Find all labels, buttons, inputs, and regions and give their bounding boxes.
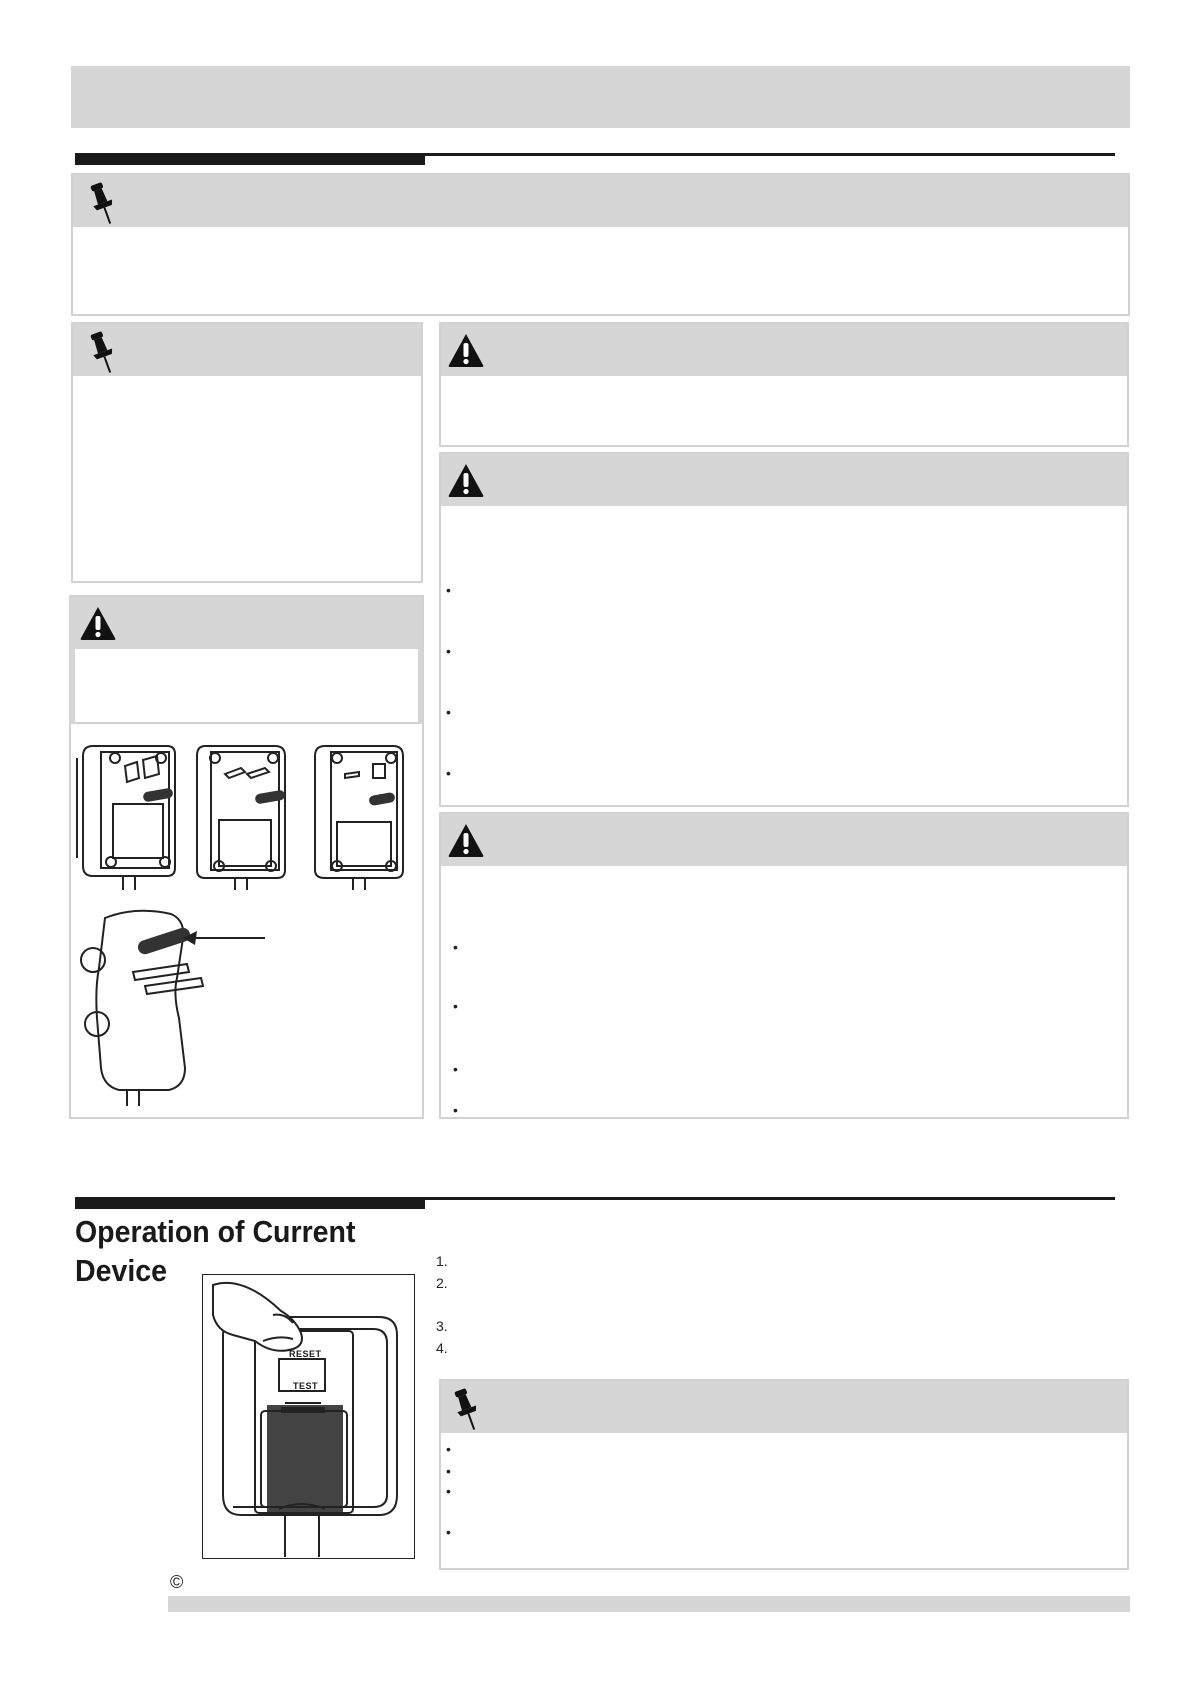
plug-illustration-2 — [197, 746, 285, 890]
warning-box-left-header — [71, 597, 422, 649]
section-rule-bottom — [75, 1197, 425, 1209]
section-rule-top — [75, 153, 425, 165]
bullet: • — [446, 765, 451, 781]
warning-triangle-icon — [79, 605, 117, 641]
warning-box-left-divider — [71, 722, 422, 724]
warning-triangle-icon — [447, 462, 485, 498]
note-box-bottom-header — [441, 1381, 1127, 1433]
pushpin-icon — [87, 330, 117, 376]
pushpin-icon — [87, 181, 117, 227]
gfci-plug-illustrations — [75, 738, 415, 1108]
warning-box-right-2-header — [441, 454, 1127, 506]
section-rule-bottom-thin — [425, 1197, 1115, 1200]
warning-triangle-icon — [447, 332, 485, 368]
warning-box-left-side-r — [418, 649, 422, 724]
note-box-full — [71, 173, 1130, 316]
bullet: • — [446, 1463, 451, 1479]
footer-band — [168, 1596, 1130, 1612]
warning-box-right-1-header — [441, 324, 1127, 376]
warning-box-right-1 — [439, 322, 1129, 447]
bullet: • — [446, 704, 451, 720]
gfci-device-drawing — [203, 1275, 413, 1557]
warning-box-right-3-header — [441, 814, 1127, 866]
plug-illustration-1 — [77, 746, 175, 890]
test-label: TEST — [293, 1381, 319, 1391]
warning-box-left-side — [71, 649, 75, 724]
step-number-2: 2. — [436, 1275, 448, 1291]
page-header-band — [71, 66, 1130, 128]
warning-triangle-icon — [447, 822, 485, 858]
warning-box-right-2 — [439, 452, 1129, 807]
section-rule-top-thin — [425, 153, 1115, 156]
step-number-3: 3. — [436, 1318, 448, 1334]
warning-box-right-3 — [439, 812, 1129, 1119]
note-box-left — [71, 322, 423, 583]
bullet: • — [453, 1102, 458, 1118]
pushpin-icon — [451, 1387, 481, 1433]
step-number-4: 4. — [436, 1340, 448, 1356]
step-number-1: 1. — [436, 1253, 448, 1269]
bullet: • — [446, 643, 451, 659]
bullet: • — [446, 1483, 451, 1499]
copyright-symbol: © — [170, 1572, 184, 1592]
note-box-header — [73, 175, 1128, 227]
bullet: • — [446, 1441, 451, 1457]
bullet: • — [453, 939, 458, 955]
bullet: • — [453, 1061, 458, 1077]
reset-label: RESET — [289, 1349, 322, 1359]
bullet: • — [446, 582, 451, 598]
plug-illustration-3 — [315, 746, 403, 890]
bullet: • — [453, 998, 458, 1014]
note-box-bottom — [439, 1379, 1129, 1570]
section-title-line-1: Operation of Current — [75, 1214, 356, 1249]
section-title-line-2: Device — [75, 1253, 167, 1288]
gfci-device-illustration-frame — [202, 1274, 415, 1559]
note-box-left-header — [73, 324, 421, 376]
bullet: • — [446, 1524, 451, 1540]
